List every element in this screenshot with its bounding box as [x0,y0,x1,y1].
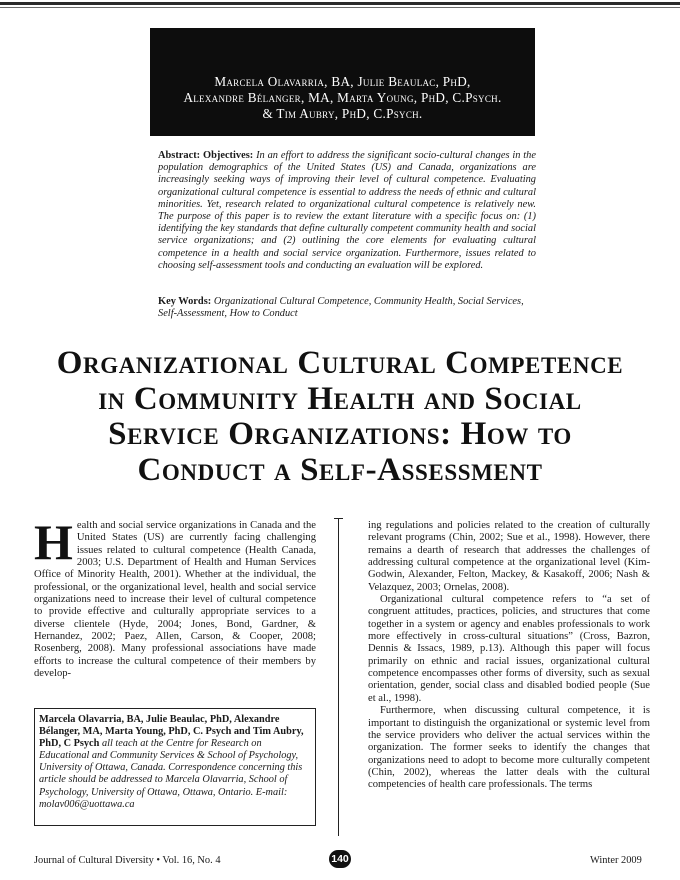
keywords-text: Organizational Cultural Competence, Community Health, Social Services, Self-Assessment, How to Conduct [158,296,524,320]
article-title [0,346,680,488]
header-rule-thin [0,7,680,8]
author-line: & Tim Aubry, PhD, C.Psych. [262,106,423,121]
abstract [158,150,536,272]
abstract-text: In an effort to address the significant socio-cultural changes in the population demographics of the United States (US) and Canada, organizations are increasingly seeking ways of improving their level of cultural competence. Evaluating organizational cultural competence is essential to address the needs of ethnic and cultural minorities. Yet, research related to organizational cultural competence is relatively new. The purpose of this paper is to review the extant literature with a specific focus on: (1) identifying the key standards that define culturally competent community health and social service organizations; and (2) outlining the core elements for evaluating cultural competence in a health and social service organization. Furthermore, issues related to choosing self-assessment tools and conducting an evaluation will be explored. [158,150,536,271]
objectives-label: Objectives: [203,150,254,161]
author-line: Marcela Olavarria, BA, Julie Beaulac, PhD, [214,74,471,89]
drop-cap: H [34,514,73,570]
author-note-affiliation: all teach at the Centre for Research on Educational and Community Services & School of Psychology, University of Ottawa, Canada. Correspondence concerning this article should be addressed to Marcela Olavarria, School of Psychology, University of Ottawa, Ottawa, Ontario. E-mail: molav006@uottawa.ca [39,738,303,810]
page-number-badge: 140 [329,850,351,868]
header-rule [0,2,680,5]
issue-season: Winter 2009 [590,855,642,866]
title-line: Conduct a Self-Assessment [137,451,543,488]
title-line: Service Organizations: How to [108,416,572,452]
author-note-names: Marcela Olavarria, BA, Julie Beaulac, PhD, Alexandre Bélanger, MA, Marta Young, PhD, C. Psych and Tim Aubry, PhD, C Psych [39,714,304,750]
body-column-right [368,520,650,792]
column-rule [338,518,339,836]
intro-paragraph [34,514,316,680]
body-paragraph: Organizational cultural competence refers to “a set of congruent attitudes, practices, policies, and structures that come together in a system or agency and enables professionals to work more effectively in cross-cultural situations” (Cross, Bazron, Dennis & Issacs, 1989, p.13). Although this paper will focus primarily on ethnic and racial issues, organizational cultural competence encompasses other forms of diversity, such as sexual orientation, gender, social class and disabled bodied people (Sue et al., 1998). [368,594,650,704]
body-paragraph: ing regulations and policies related to the creation of culturally relevant programs (Chin, 2002; Sue et al., 1998). However, there remains a dearth of research that addresses the challenges of addressing cultural competence at the organizational level (Kim-Godwin, Alexander, Felton, Mackey, & Kasakoff, 2006; Nash & Velazquez, 2003; Ornelas, 2008). [368,520,650,593]
body-paragraph: Furthermore, when discussing cultural competence, it is important to distinguish the organizational or systemic level from the service providers who deliver the actual services within the organization. The former seeks to identify the changes that organizations need to adopt to become more culturally competent (Chin, 2002), whereas the latter deals with the cultural competencies of health care professionals. The terms [368,705,650,791]
author-note-box [34,708,316,826]
title-line: Organizational Cultural Competence [56,345,624,381]
body-column-left [34,514,316,680]
keywords [158,296,536,320]
title-line: in Community Health and Social [98,380,582,417]
intro-text: ealth and social service organizations in Canada and the United States (US) are currently facing challenging issues related to cultural competence (Health Canada, 2003; U.S. Department of Health and Human Services Office of Minority Health, 2001). Whether at the individual, the professional, or the organizational level, health and social service organizations need to increase their level of cultural competence to provide effective and culturally appropriate services to a diverse clientele (Hyde, 2004; Jones, Bond, Gardner, & Hernandez, 2002; Paez, Allen, Carson, & Cooper, 2008; Rosenberg, 2008). Many professional associations have made efforts to increase the cultural competence of their members by develop- [34,520,316,680]
author-line: Alexandre Bélanger, MA, Marta Young, PhD, C.Psych. [183,90,502,105]
keywords-label: Key Words: [158,296,212,307]
journal-citation: Journal of Cultural Diversity • Vol. 16, No. 4 [34,855,221,866]
author-banner [150,28,535,136]
abstract-label: Abstract: [158,150,201,161]
